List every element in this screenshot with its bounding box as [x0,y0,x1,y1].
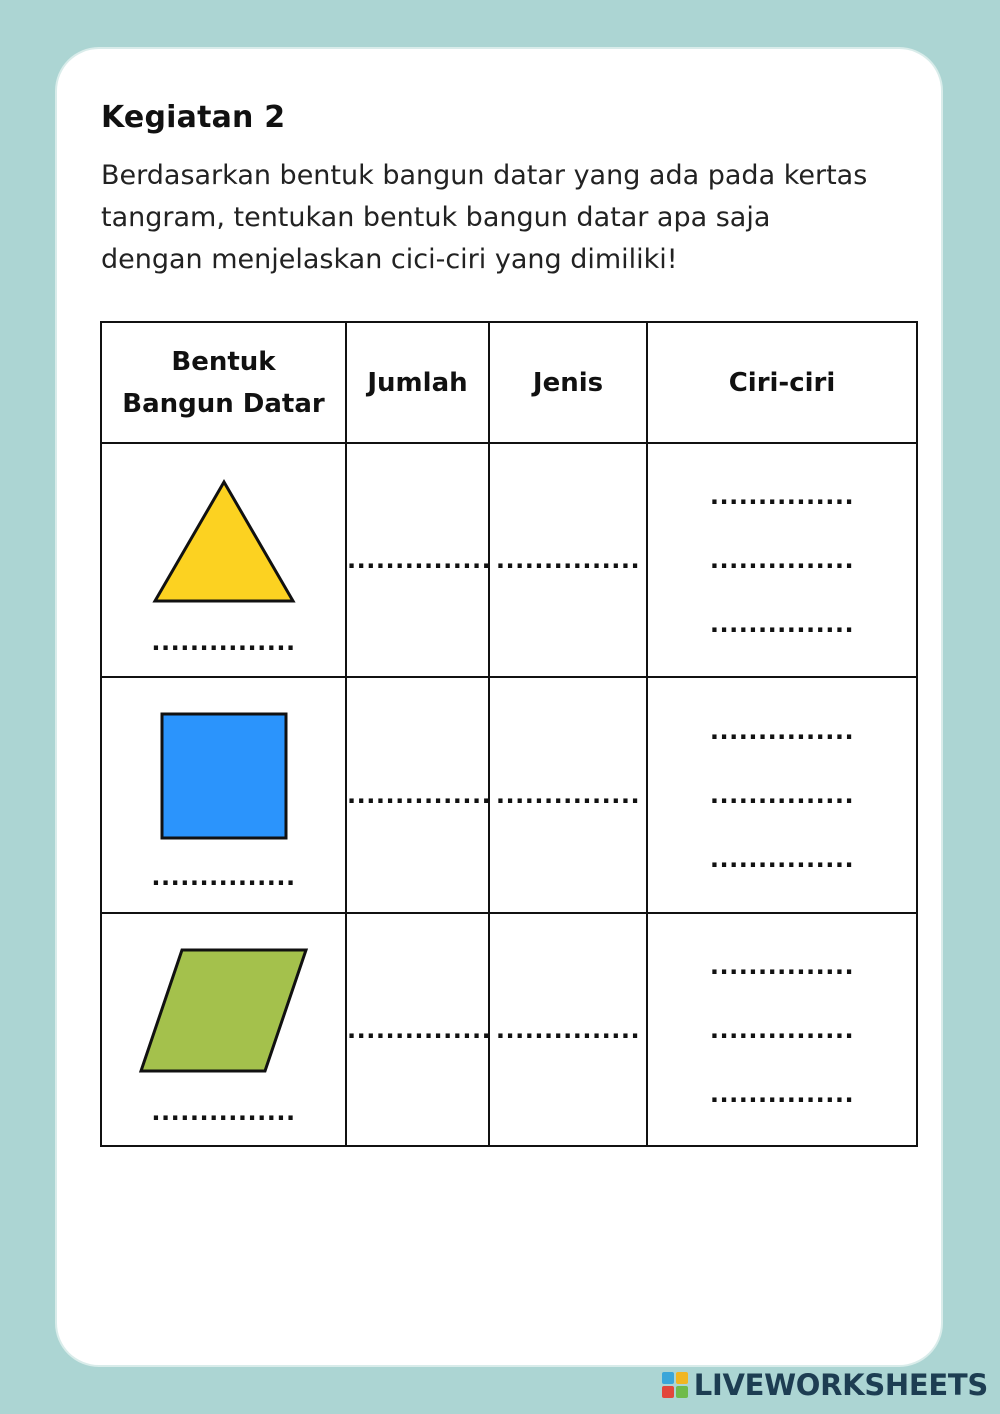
instruction-line: tangram, tentukan bentuk bangun datar apa saja [101,202,771,233]
shape-cell [101,443,346,677]
count-cell[interactable] [346,677,492,913]
shape-name-blank[interactable]: ............... [151,628,296,656]
count-cell[interactable] [346,913,492,1146]
count-blank[interactable]: ............... [347,781,492,809]
shape-name-blank[interactable]: ............... [151,863,296,891]
answer-table [100,321,918,1147]
parallelogram-icon [138,947,310,1075]
activity-instruction [101,155,931,281]
table-row [101,913,917,1146]
trait-blank[interactable]: ............... [709,610,855,638]
liveworksheets-logo [662,1368,988,1402]
traits-cell [647,677,917,913]
activity-title: Kegiatan 2 [101,100,286,135]
trait-blank[interactable]: ............... [709,781,855,809]
type-cell[interactable] [489,443,647,677]
trait-blank[interactable]: ............... [709,1079,855,1108]
type-cell[interactable] [489,913,647,1146]
header-shape-line2: Bangun Datar [122,388,325,419]
header-traits: Ciri-ciri [647,322,917,443]
trait-blank[interactable]: ............... [709,951,855,980]
brand-name: LIVEWORKSHEETS [693,1368,988,1402]
count-cell[interactable] [346,443,492,677]
trait-blank[interactable]: ............... [709,546,855,574]
logo-mark-icon [662,1372,688,1398]
count-blank[interactable]: ............... [347,546,492,574]
table-row [101,677,917,913]
trait-blank[interactable]: ............... [709,717,855,745]
header-type: Jenis [489,322,647,443]
trait-blank[interactable]: ............... [709,1015,855,1044]
shape-cell [101,677,346,913]
shape-cell [101,913,346,1146]
instruction-line: dengan menjelaskan cici-ciri yang dimiliki! [101,244,678,275]
type-blank[interactable]: ............... [495,1015,641,1044]
header-row [101,322,917,443]
trait-blank[interactable]: ............... [709,845,855,873]
type-cell[interactable] [489,677,647,913]
table-row [101,443,917,677]
square-icon [160,712,288,840]
header-shape-line1: Bentuk [171,346,276,377]
header-shape [101,322,346,443]
count-blank[interactable]: ............... [347,1015,492,1044]
triangle-icon [151,476,297,606]
type-blank[interactable]: ............... [495,781,641,809]
traits-cell [647,913,917,1146]
header-count: Jumlah [346,322,489,443]
trait-blank[interactable]: ............... [709,482,855,510]
shape-name-blank[interactable]: ............... [151,1097,296,1126]
traits-cell [647,443,917,677]
instruction-line: Berdasarkan bentuk bangun datar yang ada pada kertas [101,160,868,191]
type-blank[interactable]: ............... [495,546,641,574]
